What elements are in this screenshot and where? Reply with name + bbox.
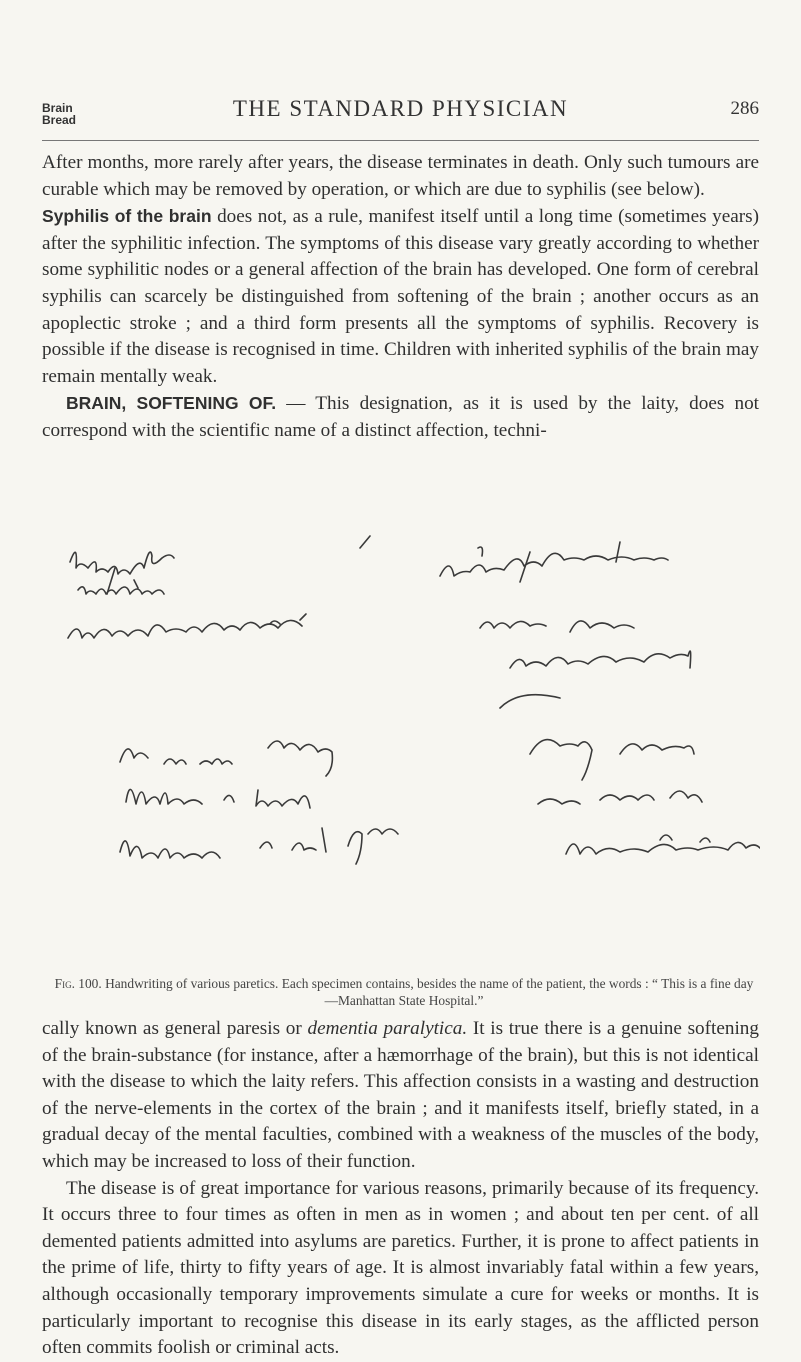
paresis-text-rest: It is true there is a genuine softening of the brain-substance (for instance, after a hæmorrhage of the brain), but this is not identical with the disease to which the laity refers. This affection consists in a wasting and destruction of the nerve-elements in the cortex of the brain ; and it manifests itself, briefly stated, in a gradual decay of the mental faculties, combined with a weakness of the muscles of the body, which may be increased to loss of their function. (42, 1018, 759, 1172)
paragraph-syphilis (42, 203, 759, 390)
running-header (42, 96, 759, 136)
heading-syphilis: Syphilis of the brain (42, 206, 212, 227)
figure-label: Fig. 100. (54, 976, 102, 991)
handwriting-figure (60, 528, 760, 970)
paragraph-paresis (42, 1016, 759, 1176)
softening-text: — This designation, as it is used by the laity, does not correspond with the scientific name of a distinct affection, techni- (42, 393, 760, 441)
dementia-paralytica: dementia paralytica. (307, 1018, 468, 1039)
paragraph-importance: The disease is of great importance for various reasons, primarily because of its frequency. It occurs three to four times as often in men as in women ; and about ten per cent. of all demented patients admitted into asylums are paretics. Further, it is prone to affect patients in the prime of life, thirty to fifty years of age. It is almost invariably fatal within a few years, although occasionally temporary improvements simulate a cure for weeks or months. It is particularly important to recognise this disease in its early stages, as the afflicted person often commits foolish or criminal acts. (42, 1177, 759, 1359)
header-rule (42, 140, 759, 141)
paresis-text-start: cally known as general paresis or (42, 1018, 308, 1039)
handwriting-specimens-illustration (60, 528, 760, 970)
section-label-line2: Bread (42, 113, 77, 127)
text-block-top (42, 150, 759, 445)
paragraph-softening (42, 390, 759, 444)
page-number: 286 (730, 98, 759, 119)
syphilis-text: does not, as a rule, manifest itself until a long time (sometimes years) after the syphilitic infection. The symptoms of this disease vary greatly according to whether some syphilitic nodes or a general affection of the brain has developed. One form of cerebral syphilis can scarcely be distinguished from softening of the brain ; another occurs as an apoplectic stroke ; and a third form presents all the symptoms of syphilis. Recovery is possible if the disease is recognised in time. Children with inherited syphilis of the brain may remain mentally weak. (42, 206, 759, 387)
text-block-bottom (42, 1016, 759, 1362)
figure-caption (54, 975, 754, 1009)
section-label-line1: Brain (42, 101, 73, 115)
figure-caption-text: Handwriting of various paretics. Each specimen contains, besides the name of the patient, the words : “ This is a fine day—Manhattan State Hospital.” (101, 976, 754, 1008)
heading-softening: BRAIN, SOFTENING OF. (66, 393, 277, 414)
paragraph-tumours: After months, more rarely after years, the disease terminates in death. Only such tumours are curable which may be removed by operation, or which are due to syphilis (see below). (42, 152, 759, 200)
book-title: THE STANDARD PHYSICIAN (232, 96, 569, 121)
